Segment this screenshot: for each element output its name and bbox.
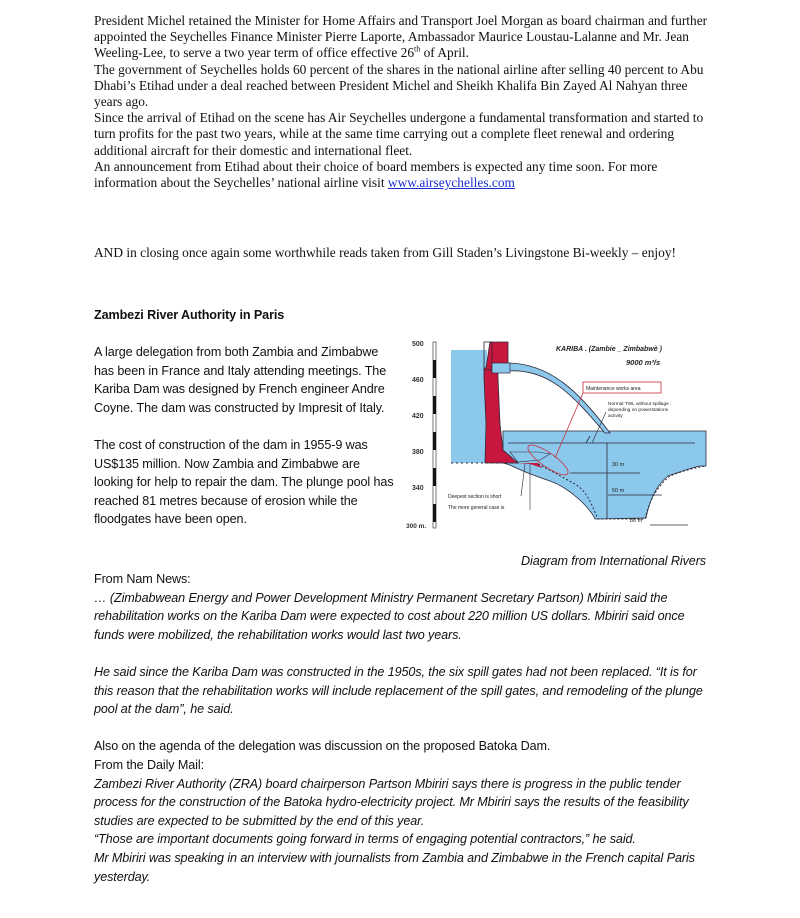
svg-text:380: 380 — [412, 449, 424, 456]
svg-text:420: 420 — [412, 413, 424, 420]
daily-mail-line-3: Mr Mbiriri was speaking in an interview with journalists from Zambia and Zimbabwe in the French capital Paris yesterday. — [94, 850, 695, 884]
intro-paragraph-1: A large delegation from both Zambia and Zimbabwe has been in France and Italy attending meetings. The Kariba Dam was designed by French engineer Andre Coyne. The dam was constructed by Impresit of Italy. — [94, 345, 387, 415]
svg-text:Deepest section is short: Deepest section is short — [448, 494, 502, 500]
svg-text:Normal TWL without spillage :: Normal TWL without spillage : — [608, 402, 672, 407]
reservoir-water — [451, 350, 487, 463]
diagram-caption: Diagram from International Rivers — [521, 554, 706, 568]
svg-text:460: 460 — [412, 377, 424, 384]
svg-text:500: 500 — [412, 341, 424, 348]
svg-text:340: 340 — [412, 485, 424, 492]
news-section — [94, 570, 714, 886]
svg-text:KARIBA . (Zambie _ Zimbabwè ): KARIBA . (Zambie _ Zimbabwè ) — [556, 346, 662, 353]
dam-cross-section-figure — [400, 338, 710, 538]
svg-text:80 m: 80 m — [630, 518, 643, 524]
svg-text:depending on powerstations: depending on powerstations — [608, 408, 669, 413]
seychelles-article — [94, 13, 714, 191]
svg-text:30 m: 30 m — [612, 462, 625, 468]
elevation-scale — [406, 341, 436, 530]
intro-paragraph-2: The cost of construction of the dam in 1955-9 was US$135 million. Now Zambia and Zimbabwe are looking for help to repair the dam. The plunge pool has reached 81 metres because of erosion while the floodgates have been open. — [94, 437, 394, 527]
daily-mail-line-2: “Those are important documents going forward in terms of engaging potential contractors,” he said. — [94, 832, 636, 847]
daily-mail-source: From the Daily Mail: — [94, 757, 204, 772]
batoka-paragraph: Also on the agenda of the delegation was discussion on the proposed Batoka Dam. — [94, 739, 551, 754]
paragraph-shareholding: The government of Seychelles holds 60 percent of the shares in the national airline after selling 40 percent to Abu Dhabi’s Etihad under a deal reached between President Michel and Sheikh Khalifa Bin Zayed Al Nahyan three years ago. — [94, 61, 704, 110]
svg-text:The more general case is: The more general case is — [448, 505, 505, 511]
nam-news-paragraph-1: … (Zimbabwean Energy and Power Development Ministry Permanent Secretary Partson) Mbiriri said the rehabilitation works on the Kariba Dam were expected to cost about 220 million US dollars. Mbiriri said once funds were mobilized, the rehabilitation works would last two years. — [94, 590, 685, 642]
article-heading: Zambezi River Authority in Paris — [94, 308, 285, 322]
paragraph-announcement: An announcement from Etihad about their choice of board members is expected any time soon. For more information about the Seychelles’ national airline visit www.airseychelles.com — [94, 158, 658, 191]
paragraph-board-appointment: President Michel retained the Minister for Home Affairs and Transport Joel Morgan as board chairman and further appointed the Seychelles Finance Minister Pierre Laporte, Ambassador Maurice Loustau-Lalanne and Mr. Jean Weeling-Lee, to serve a two year term of office effective 26th of April. — [94, 13, 708, 61]
svg-text:9000 m³/s: 9000 m³/s — [626, 358, 661, 367]
svg-text:activity: activity — [608, 414, 623, 419]
airseychelles-link[interactable]: www.airseychelles.com — [387, 175, 515, 191]
closing-bold-word: AND — [94, 245, 124, 260]
spillway-jet — [505, 363, 610, 433]
nam-news-source: From Nam News: — [94, 572, 191, 586]
svg-text:300 m.: 300 m. — [406, 523, 427, 530]
paragraph-transformation: Since the arrival of Etihad on the scene has Air Seychelles undergone a fundamental transformation and started to turn profits for the past two years, while at the same time carrying out a complete fleet renewal and ordering additional aircraft for their domestic and international fleet. — [94, 110, 704, 158]
intro-column — [94, 343, 394, 529]
plunge-pool-water — [503, 431, 706, 519]
svg-text:50 m: 50 m — [612, 488, 625, 494]
svg-text:Maintenance works area: Maintenance works area — [586, 386, 641, 392]
kariba-dam-diagram — [400, 338, 710, 538]
daily-mail-line-1: Zambezi River Authority (ZRA) board chairperson Partson Mbiriri says there is progress in the public tender process for the construction of the Batoka hydro-electricity project. Mr Mbiriri says the results of the feasibility studies are expected to be submitted by the end of this year. — [94, 776, 689, 828]
closing-line: AND in closing once again some worthwhile reads taken from Gill Staden’s Livingstone Bi-weekly – enjoy! — [94, 245, 676, 260]
nam-news-paragraph-2: He said since the Kariba Dam was constructed in the 1950s, the six spill gates had not been replaced. “It is for this reason that the rehabilitation works will include replacement of the spill gates, and remodeling of the plunge pool at the dam”, he said. — [94, 664, 703, 717]
